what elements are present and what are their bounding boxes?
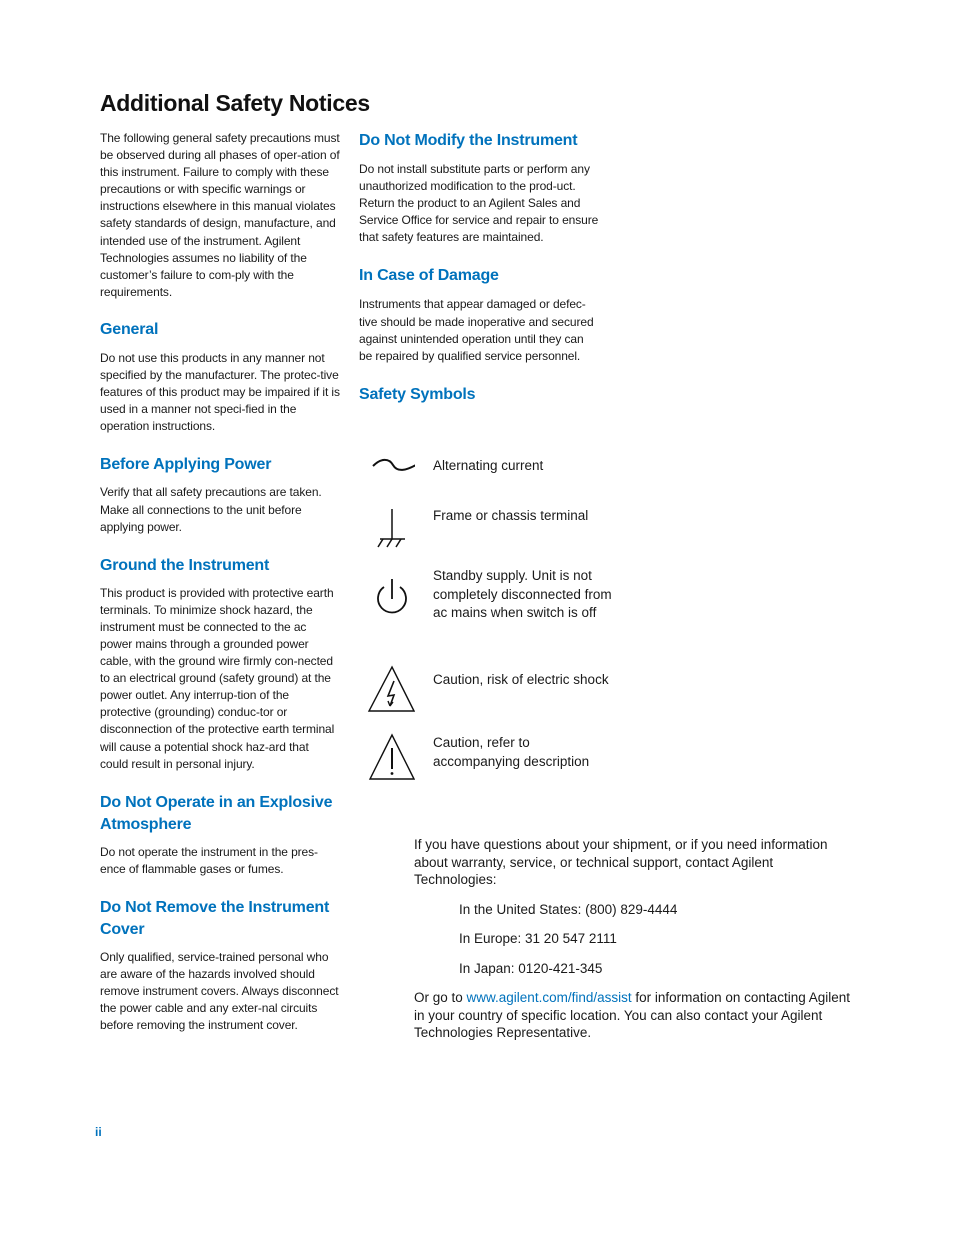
section-do-not-modify [359,130,599,246]
contact-europe-phone: In Europe: 31 20 547 2111 [459,931,617,946]
intro-paragraph: The following general safety precautions must be observed during all phases of oper-ation of this instrument. Failure to comply with these precautions or with specific warnings or instructions elsewhere in this manual violates safety standards of design, manufacture, and intended use of the instrument. Agilent Technologies assumes no liability of the customer’s failure to com-ply with the requirements. [100,131,340,299]
contact-japan-phone: In Japan: 0120-421-345 [459,960,603,976]
section-body: Do not use this products in any manner not specified by the manufacturer. The protec-tive features of this product may be impaired if it is used in a manner not speci-fied in the operation instructions. [100,350,340,434]
page-title: Additional Safety Notices [100,90,370,116]
section-heading: General [100,320,159,338]
section-before-applying-power [100,454,340,535]
section-body: Do not install substitute parts or perform any unauthorized modification to the prod-uct. Return the product to an Agilent Sales and Service Office for service and repair to ensure that safety features are maintained. [359,162,599,245]
section-heading: Ground the Instrument [100,556,270,574]
section-heading: In Case of Damage [359,267,499,285]
section-body: This product is provided with protective earth terminals. To minimize shock hazard, the instrument must be connected to the ac power mains through a grounded power cable, with the ground wire firmly con-nected to an electrical ground (safety ground) at the power outlet. Any interrup-tion of the protective (grounding) conduc-tor or disconnection of the protective earth terminal will cause a potential shock haz-ard that could result in personal injury. [100,585,335,771]
section-body: Verify that all safety precautions are taken. Make all connections to the unit before applying power. [100,485,322,534]
assist-link[interactable]: www.agilent.com/find/assist [466,990,632,1005]
middle-column [359,130,599,406]
section-heading: Safety Symbols [359,385,476,403]
section-body: Only qualified, service-trained personal who are aware of the hazards involved should remove instrument covers. Always disconnect the power cable and any exter-nal circuits before removing the instrument cover. [100,949,339,1033]
electric-shock-warning-icon [363,664,415,712]
contact-web-paragraph [414,989,854,1042]
section-body: Instruments that appear damaged or defec-tive should be made inoperative and secured against unintended operation until they can be repaired by qualified service personnel. [359,297,594,363]
symbol-label: Standby supply. Unit is not completely disconnected from ac mains when switch is off [433,568,612,620]
section-body: Do not operate the instrument in the pres-ence of flammable gases or fumes. [100,844,318,876]
section-safety-symbols [359,384,599,406]
contact-goto-suffix: for information on contacting Agilent in your country of specific location. You can also contact your Agilent Technologies Representative. [414,990,850,1040]
caution-exclamation-icon [363,733,415,781]
contact-us-phone: In the United States: (800) 829-4444 [459,901,678,917]
alternating-current-icon [363,450,415,498]
symbol-label: Caution, risk of electric shock [433,672,609,687]
standby-icon [363,575,415,623]
contact-block [414,836,854,1042]
contact-intro: If you have questions about your shipment, or if you need information about warranty, service, or technical support, contact Agilent Technologies: [414,837,828,887]
section-heading: Do Not Remove the Instrument Cover [100,898,330,938]
section-remove-cover [100,897,340,1034]
section-heading: Do Not Operate in an Explosive Atmosphere [100,793,333,833]
symbol-label: Caution, refer to accompanying description [433,735,590,769]
section-explosive-atmosphere [100,792,340,878]
section-in-case-of-damage [359,265,599,364]
contact-goto-prefix: Or go to [414,990,467,1005]
section-general [100,319,340,435]
page-number: ii [95,1125,102,1139]
section-heading: Do Not Modify the Instrument [359,132,578,149]
symbol-label: Frame or chassis terminal [433,508,589,523]
left-column [100,130,340,1034]
symbol-label: Alternating current [433,458,544,473]
section-ground-the-instrument [100,555,340,773]
section-heading: Before Applying Power [100,456,272,474]
chassis-terminal-icon [363,505,415,553]
